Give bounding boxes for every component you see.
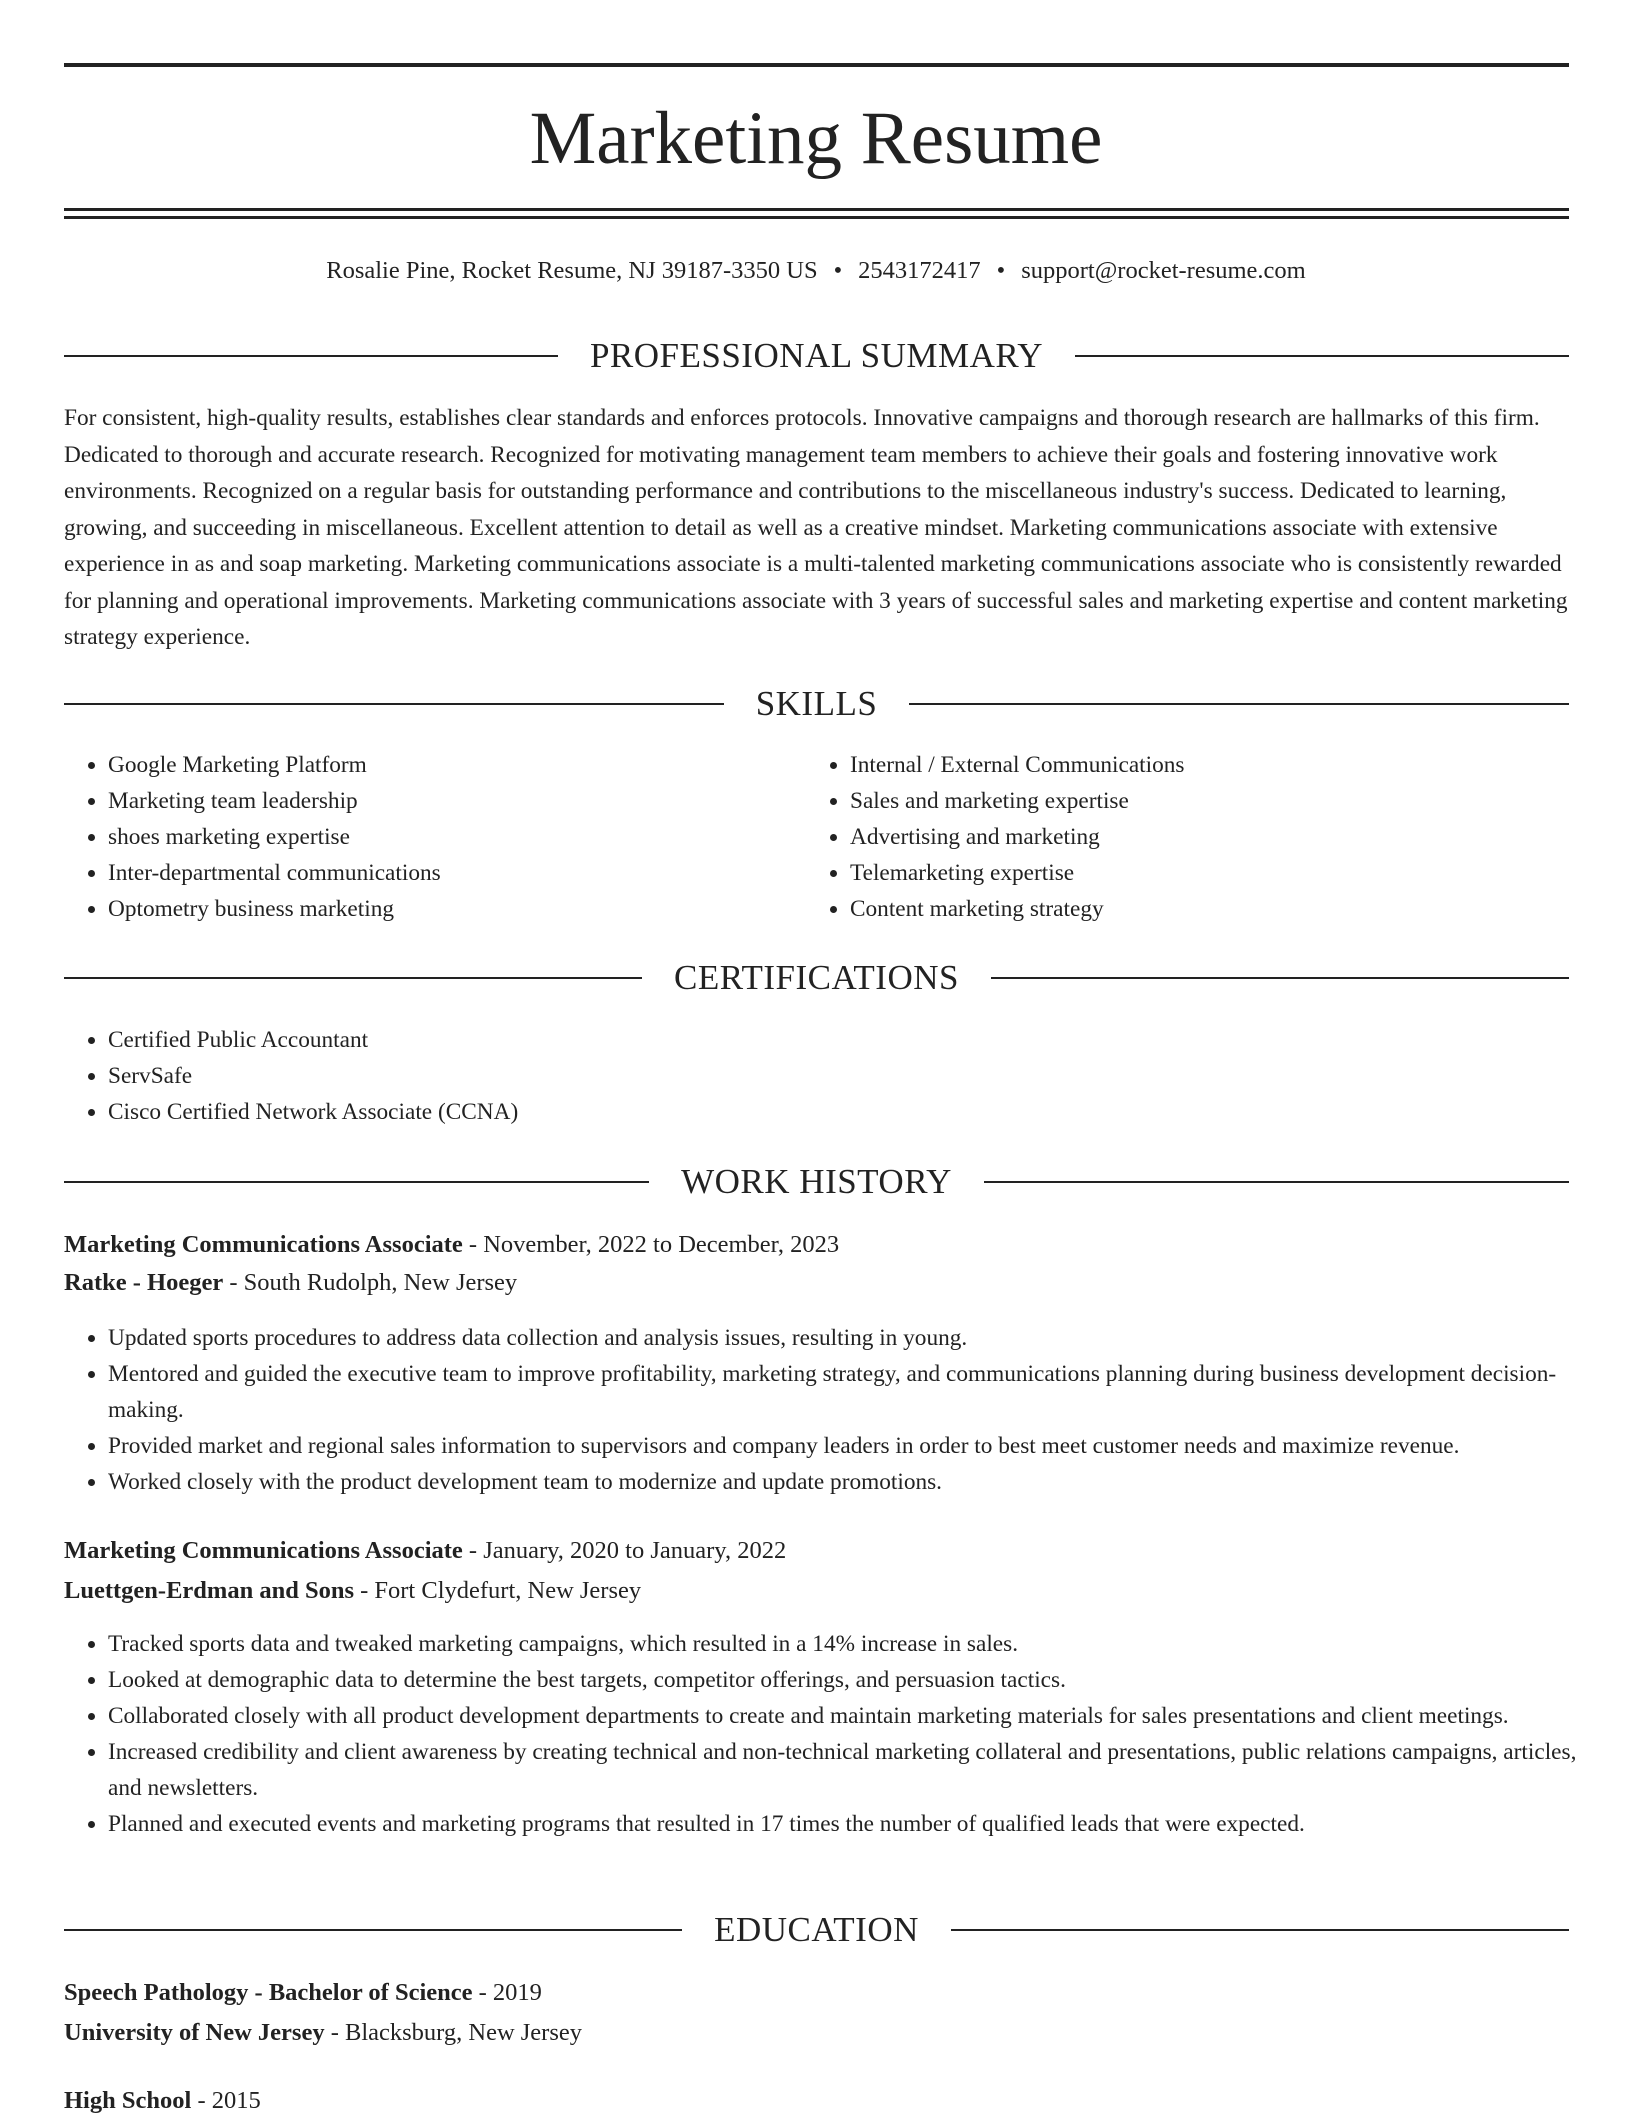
skill-item: • Content marketing strategy xyxy=(850,891,1550,927)
certification-item: • Certified Public Accountant xyxy=(108,1022,1568,1058)
skill-item: • Marketing team leadership xyxy=(108,783,808,819)
heading-rule xyxy=(984,1181,1569,1183)
contact-line xyxy=(0,256,1632,286)
job-bullets xyxy=(64,1320,1613,1500)
section-title: WORK HISTORY xyxy=(681,1162,952,1201)
education-year: - 2019 xyxy=(472,1979,542,2006)
job-dates: - November, 2022 to December, 2023 xyxy=(462,1231,840,1258)
heading-rule xyxy=(991,977,1569,979)
section-heading-skills xyxy=(64,684,1569,724)
job-bullet: • Mentored and guided the executive team to improve profitability, marketing strategy, and communications planning during business development decision-making. xyxy=(108,1356,1613,1428)
job-company-line xyxy=(64,1268,1569,1298)
job-company: Ratke - Hoeger xyxy=(64,1269,224,1296)
top-rule xyxy=(64,63,1569,67)
skills-list-left xyxy=(64,747,808,927)
heading-rule xyxy=(951,1929,1569,1931)
job-company-line xyxy=(64,1576,1569,1606)
job-location: - Fort Clydefurt, New Jersey xyxy=(353,1577,642,1604)
job-title: Marketing Communications Associate xyxy=(64,1231,463,1258)
section-heading-summary xyxy=(64,336,1569,376)
skill-item: • Sales and marketing expertise xyxy=(850,783,1550,819)
education-degree: Speech Pathology - Bachelor of Science xyxy=(64,1979,473,2006)
job-bullet: • Tracked sports data and tweaked marketing campaigns, which resulted in a 14% increase in sales. xyxy=(108,1626,1613,1662)
section-heading-certifications xyxy=(64,958,1569,998)
job-bullet: • Updated sports procedures to address data collection and analysis issues, resulting in young. xyxy=(108,1320,1613,1356)
job-bullet: • Collaborated closely with all product development departments to create and maintain marketing materials for sales presentations and client meetings. xyxy=(108,1698,1613,1734)
section-title: SKILLS xyxy=(755,684,878,723)
skill-item: • Inter-departmental communications xyxy=(108,855,808,891)
heading-rule xyxy=(64,1929,682,1931)
heading-rule xyxy=(64,703,724,705)
job-bullet: • Looked at demographic data to determine the best targets, competitor offerings, and persuasion tactics. xyxy=(108,1662,1613,1698)
job-title-line xyxy=(64,1230,1569,1260)
education-degree-line xyxy=(64,1978,1569,2008)
contact-address: Rosalie Pine, Rocket Resume, NJ 39187-3350 US xyxy=(326,257,818,284)
title-underline-1 xyxy=(64,208,1569,211)
heading-rule xyxy=(64,977,642,979)
certification-item: • ServSafe xyxy=(108,1058,1568,1094)
job-bullet: • Increased credibility and client awareness by creating technical and non-technical marketing collateral and presentations, public relations campaigns, articles, and newsletters. xyxy=(108,1734,1613,1806)
education-location: - Blacksburg, New Jersey xyxy=(324,2019,582,2046)
skills-list-right xyxy=(806,747,1550,927)
job-bullet: • Provided market and regional sales information to supervisors and company leaders in order to best meet customer needs and maximize revenue. xyxy=(108,1428,1613,1464)
skill-item: • Google Marketing Platform xyxy=(108,747,808,783)
education-school: University of New Jersey xyxy=(64,2019,325,2046)
skill-item: • shoes marketing expertise xyxy=(108,819,808,855)
heading-rule xyxy=(64,1181,649,1183)
contact-separator: • xyxy=(833,257,843,284)
job-bullet: • Planned and executed events and marketing programs that resulted in 17 times the number of qualified leads that were expected. xyxy=(108,1806,1613,1842)
section-heading-work xyxy=(64,1162,1569,1202)
job-title: Marketing Communications Associate xyxy=(64,1537,463,1564)
skill-item: • Advertising and marketing xyxy=(850,819,1550,855)
page-title: Marketing Resume xyxy=(529,97,1103,180)
education-degree: High School xyxy=(64,2087,192,2114)
summary-text: For consistent, high-quality results, establishes clear standards and enforces protocols. Innovative campaigns and thorough research are hallmarks of this firm. Dedicated to thorough and accurate research. Recognized for motivating management team members to achieve their goals and fostering innovative work environments. Recognized on a regular basis for outstanding performance and contributions to the miscellaneous industry's success. Dedicated to learning, growing, and succeeding in miscellaneous. Excellent attention to detail as well as a creative mindset. Marketing communications associate with extensive experience in as and soap marketing. Marketing communications associate is a multi-talented marketing communications associate who is consistently rewarded for planning and operational improvements. Marketing communications associate with 3 years of successful sales and marketing expertise and content marketing strategy experience. xyxy=(64,405,1568,650)
education-year: - 2015 xyxy=(191,2087,261,2114)
heading-rule xyxy=(64,355,558,357)
certifications-list xyxy=(64,1022,1568,1130)
section-title: EDUCATION xyxy=(714,1910,919,1949)
contact-email: support@rocket-resume.com xyxy=(1021,257,1306,284)
contact-separator: • xyxy=(996,257,1006,284)
title-underline-2 xyxy=(64,216,1569,219)
section-title: CERTIFICATIONS xyxy=(674,958,959,997)
job-company: Luettgen-Erdman and Sons xyxy=(64,1577,354,1604)
job-title-line xyxy=(64,1536,1569,1566)
job-bullet: • Worked closely with the product development team to modernize and update promotions. xyxy=(108,1464,1613,1500)
heading-rule xyxy=(1075,355,1569,357)
contact-phone: 2543172417 xyxy=(858,257,981,284)
job-location: - South Rudolph, New Jersey xyxy=(223,1269,518,1296)
skill-item: • Optometry business marketing xyxy=(108,891,808,927)
skill-item: • Telemarketing expertise xyxy=(850,855,1550,891)
section-heading-education xyxy=(64,1910,1569,1950)
section-title: PROFESSIONAL SUMMARY xyxy=(589,336,1044,375)
heading-rule xyxy=(909,703,1569,705)
job-bullets xyxy=(64,1626,1613,1842)
skill-item: • Internal / External Communications xyxy=(850,747,1550,783)
certification-item: • Cisco Certified Network Associate (CCNA) xyxy=(108,1094,1568,1130)
job-dates: - January, 2020 to January, 2022 xyxy=(462,1537,787,1564)
education-school-line xyxy=(64,2018,1569,2048)
